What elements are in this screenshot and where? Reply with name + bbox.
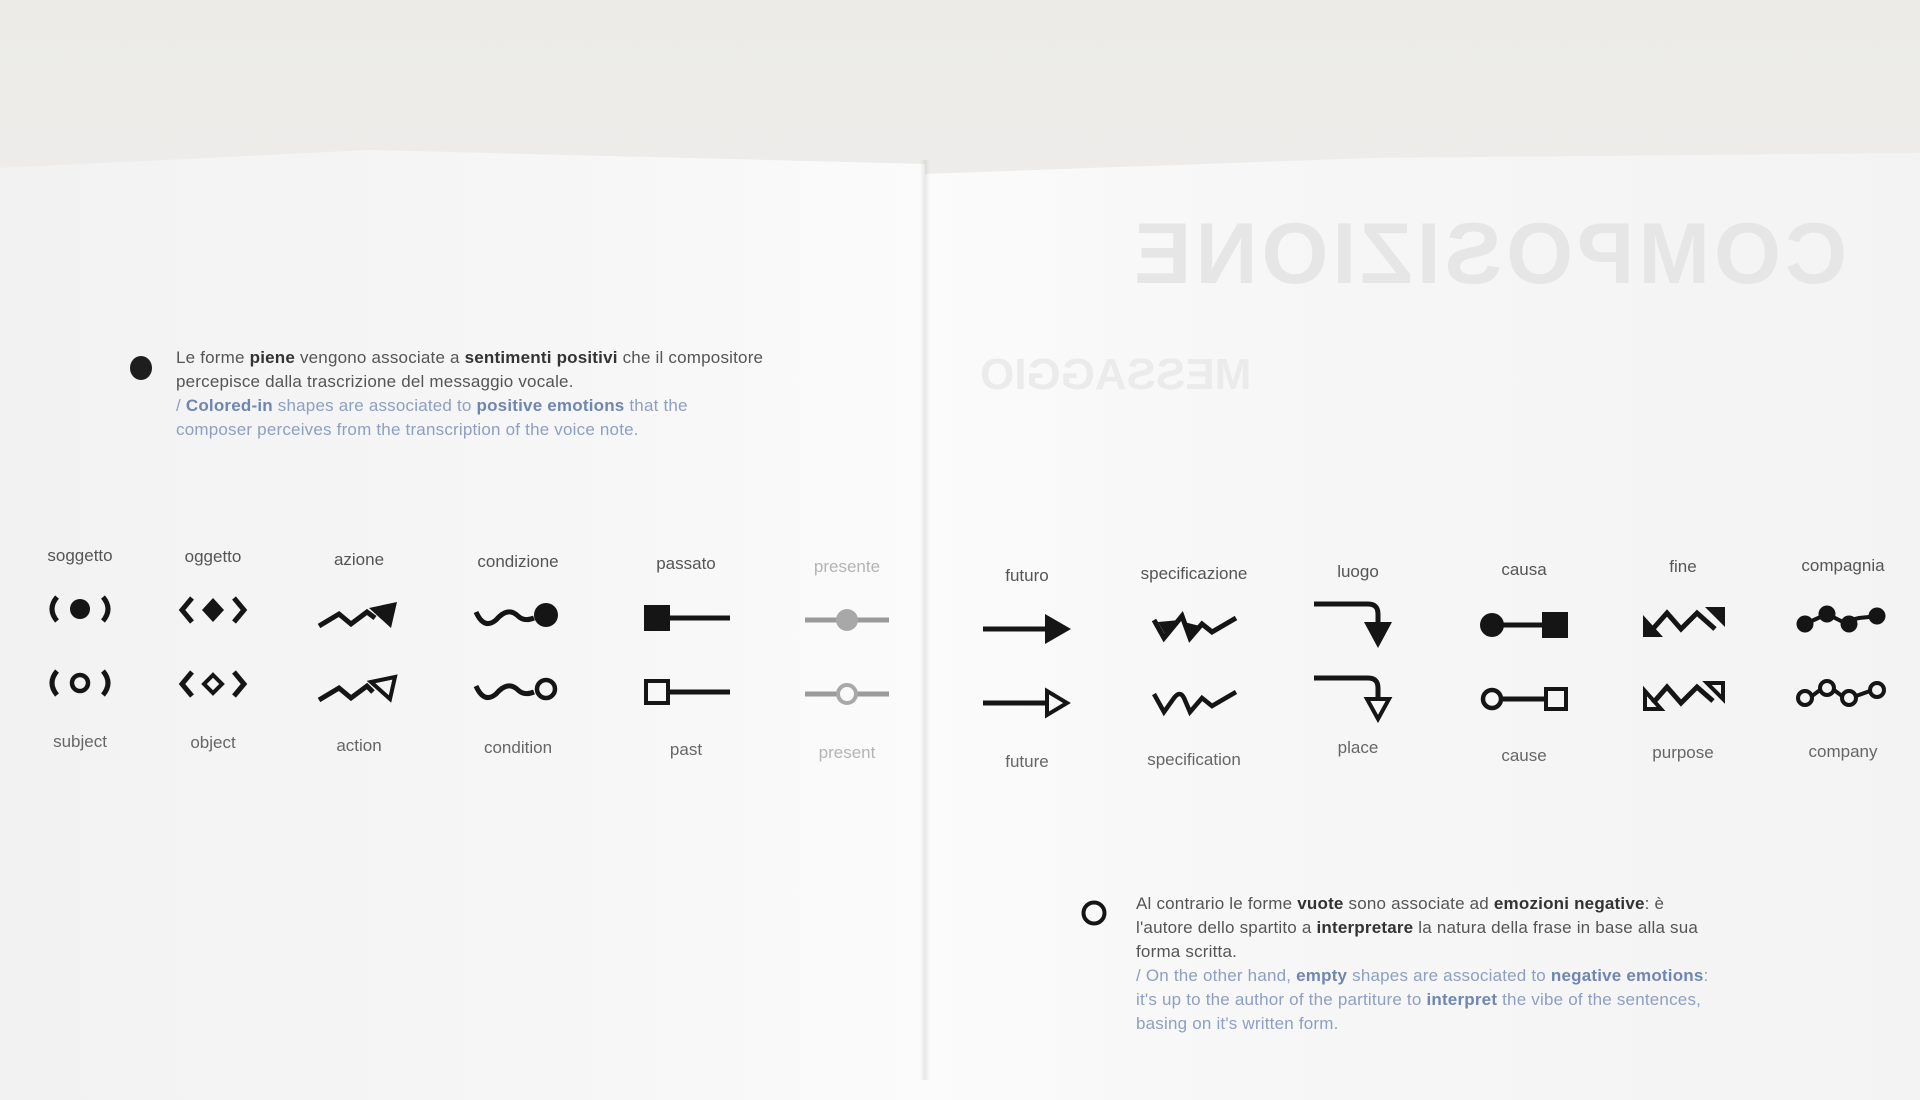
legend-negative-italian: Al contrario le forme vuote sono associate ad emozioni negative: è l'autore dello spartito a interpretare la natura della frase in base alla sua forma scritta.	[1136, 894, 1699, 961]
symbol-label-it: fine	[1669, 557, 1697, 576]
double-arrow-zigzag-empty-icon	[1633, 669, 1733, 719]
wave-circle-filled-icon	[468, 590, 568, 640]
arrow-right-empty-icon	[977, 678, 1077, 728]
hook-arrow-down-filled-icon	[1308, 594, 1408, 650]
double-arrow-zigzag-filled-icon	[1633, 595, 1733, 645]
symbol-label-it: causa	[1501, 560, 1547, 579]
symbol-label-it: soggetto	[47, 546, 113, 565]
line-circle-line-empty-icon	[797, 669, 897, 719]
symbol-label-it: passato	[656, 554, 716, 573]
symbol-label-it: compagnia	[1801, 556, 1885, 575]
symbol-label-en: present	[818, 743, 876, 762]
circle-line-square-filled-icon	[1474, 598, 1574, 648]
symbol-label-en: specification	[1147, 750, 1241, 769]
brackets-circle-filled-icon	[35, 584, 125, 634]
symbol-label-it: presente	[813, 557, 881, 576]
symbol-label-en: condition	[483, 738, 553, 757]
chain-circles-filled-icon	[1793, 594, 1893, 644]
brackets-diamond-filled-icon	[168, 585, 258, 635]
brackets-circle-empty-icon	[35, 658, 125, 708]
symbol-passato	[601, 554, 771, 760]
wave-circle-empty-icon	[468, 664, 568, 714]
symbol-label-it: specificazione	[1140, 564, 1248, 583]
symbol-fine	[1598, 557, 1768, 763]
empty-circle-icon	[1080, 899, 1108, 927]
symbol-label-it: condizione	[477, 552, 559, 571]
symbol-causa	[1439, 560, 1609, 766]
legend-negative-english: / On the other hand, empty shapes are associated to negative emotions: it's up to the author of the partiture to interpret the vibe of the sentences, basing on it's written form.	[1136, 966, 1709, 1033]
brackets-diamond-empty-icon	[168, 659, 258, 709]
symbol-luogo	[1273, 562, 1443, 758]
symbol-compagnia	[1758, 556, 1920, 762]
symbol-label-en: cause	[1501, 746, 1547, 765]
symbol-label-it: futuro	[1005, 566, 1049, 585]
filled-circle-icon	[128, 354, 154, 382]
symbol-futuro	[942, 566, 1112, 772]
symbol-label-it: oggetto	[184, 547, 242, 566]
symbol-label-en: purpose	[1652, 743, 1714, 762]
square-line-filled-icon	[636, 592, 736, 642]
legend-negative	[1136, 892, 1716, 1036]
legend-positive-english: / Colored-in shapes are associated to positive emotions that the composer perceives from the transcription of the voice note.	[176, 396, 688, 439]
legend-positive-italian: Le forme piene vengono associate a sentimenti positivi che il compositore percepisce dalla trascrizione del messaggio vocale.	[176, 348, 764, 391]
symbol-label-en: place	[1337, 738, 1379, 757]
legend-positive	[176, 346, 766, 442]
symbol-label-en: object	[190, 733, 236, 752]
symbol-specificazione	[1109, 564, 1279, 770]
line-circle-line-filled-icon	[797, 595, 897, 645]
zigzag-arrow-empty-icon	[309, 662, 409, 712]
zigzag-arrow-filled-icon	[309, 588, 409, 638]
symbol-label-it: azione	[333, 550, 385, 569]
symbol-label-en: future	[1005, 752, 1049, 771]
hook-arrow-down-empty-icon	[1308, 668, 1408, 724]
circle-line-square-empty-icon	[1474, 672, 1574, 722]
zigzag-scribble-filled-icon	[1144, 602, 1244, 652]
symbol-label-en: action	[336, 736, 382, 755]
symbol-azione	[274, 550, 444, 756]
arrow-right-filled-icon	[977, 604, 1077, 654]
chain-circles-empty-icon	[1793, 668, 1893, 718]
show-through-title: COMPOSIZIONE	[1130, 206, 1847, 302]
show-through-subtitle: MESSAGGIO	[980, 350, 1252, 399]
symbol-label-en: company	[1808, 742, 1878, 761]
zigzag-scribble-empty-icon	[1144, 676, 1244, 726]
symbol-presente	[762, 557, 932, 763]
symbol-label-en: subject	[53, 732, 107, 751]
symbol-oggetto	[128, 547, 298, 753]
symbol-condizione	[433, 552, 603, 758]
symbol-label-it: luogo	[1337, 562, 1379, 581]
symbol-label-en: past	[669, 740, 703, 759]
square-line-empty-icon	[636, 666, 736, 716]
